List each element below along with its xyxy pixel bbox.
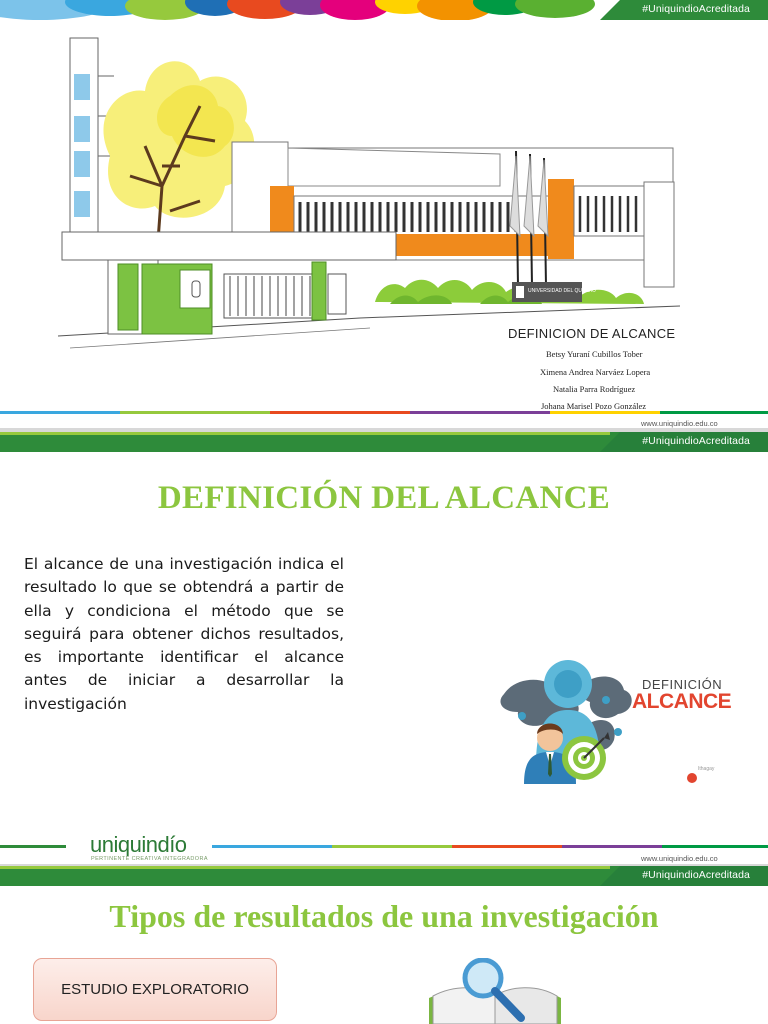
exploratory-study-button[interactable]: ESTUDIO EXPLORATORIO bbox=[33, 958, 277, 1021]
slide3-heading: Tipos de resultados de una investigación bbox=[109, 898, 659, 934]
author-name: Ximena Andrea Narváez Lopera bbox=[540, 367, 651, 377]
author-name: Johana Marisel Pozo González bbox=[541, 401, 647, 411]
header-bar bbox=[0, 0, 768, 20]
result-types-slide bbox=[0, 866, 768, 1024]
definition-slide bbox=[0, 432, 768, 864]
graphic-brand: Ithagay bbox=[698, 766, 715, 772]
magnifier-book-icon bbox=[425, 958, 565, 1024]
slide2-heading: DEFINICIÓN DEL ALCANCE bbox=[157, 480, 611, 516]
footer-color-line bbox=[0, 411, 768, 417]
footer-url: www.uniquindio.edu.co bbox=[641, 419, 718, 428]
slide1-title: DEFINICION DE ALCANCE bbox=[508, 326, 676, 341]
hashtag-label: #UniquindioAcreditada bbox=[642, 435, 750, 447]
campus-building-illustration bbox=[50, 36, 690, 356]
graphic-word-alcance: ALCANCE bbox=[632, 690, 732, 713]
title-slide bbox=[0, 0, 768, 428]
hashtag-label: #UniquindioAcreditada bbox=[642, 869, 750, 881]
graphic-word-definicion: DEFINICIÓN bbox=[642, 677, 723, 692]
header-bar bbox=[0, 432, 768, 452]
uniquindio-logo: uniquindío bbox=[90, 832, 187, 857]
sign-text: UNIVERSIDAD DEL QUINDÍO bbox=[528, 288, 596, 294]
header-bar bbox=[0, 866, 768, 886]
definition-paragraph: El alcance de una investigación indica el resultado lo que se obtendrá a partir de ella y condiciona el método que se seguirá para obtener dichos resultados, es importante identificar el alcance antes de iniciar a desarrollar la investigación bbox=[24, 555, 344, 713]
author-name: Betsy Yuraní Cubillos Tober bbox=[546, 349, 643, 359]
footer-url: www.uniquindio.edu.co bbox=[641, 854, 718, 863]
author-name: Natalia Parra Rodríguez bbox=[553, 384, 636, 394]
logo-tagline: PERTINENTE CREATIVA INTEGRADORA bbox=[91, 856, 208, 862]
hashtag-label: #UniquindioAcreditada bbox=[642, 3, 750, 15]
definition-graphic bbox=[496, 654, 736, 784]
